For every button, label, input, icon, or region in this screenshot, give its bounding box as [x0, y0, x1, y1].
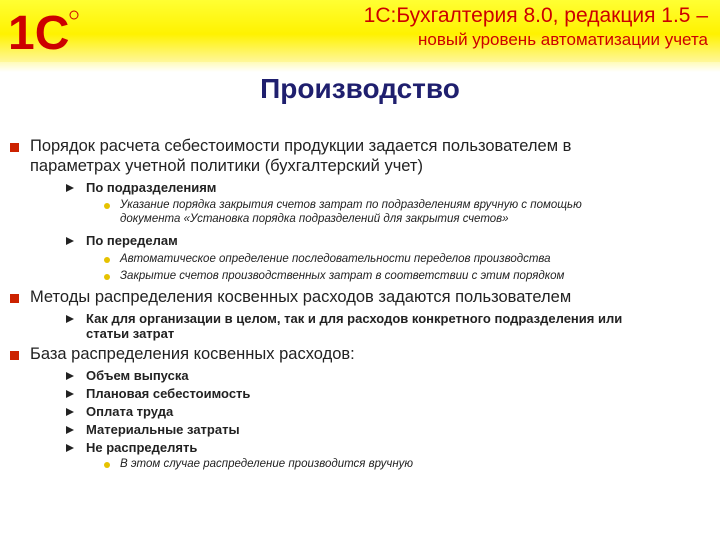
- bullet-arrow-icon: [66, 372, 74, 380]
- bullet-dot-icon: [104, 203, 110, 209]
- note-departments-line2: документа «Установка порядка подразделений для закрытия счетов»: [120, 213, 509, 225]
- sub-item-scope-line1: Как для организации в целом, так и для расходов конкретного подразделения или: [86, 311, 623, 326]
- note-departments-line1: Указание порядка закрытия счетов затрат по подразделениям вручную с помощью: [120, 199, 582, 211]
- bullet-arrow-icon: [66, 184, 74, 192]
- bullet-arrow-icon: [66, 237, 74, 245]
- point-1-line1: Порядок расчета себестоимости продукции задается пользователем в: [30, 137, 572, 155]
- header-title-line1: 1С:Бухгалтерия 8.0, редакция 1.5 –: [363, 4, 708, 27]
- bullet-arrow-icon: [66, 315, 74, 323]
- note-manual: В этом случае распределение производится вручную: [120, 458, 414, 470]
- sub-item-departments: По подразделениям: [86, 180, 217, 195]
- bullet-dot-icon: [104, 257, 110, 263]
- base-item-none: Не распределять: [86, 440, 198, 455]
- base-item-planned-cost: Плановая себестоимость: [86, 386, 251, 401]
- svg-text:1С: 1С: [8, 7, 70, 55]
- bullet-dot-icon: [104, 274, 110, 280]
- bullet-arrow-icon: [66, 444, 74, 452]
- point-1-line2: параметрах учетной политики (бухгалтерский учет): [30, 157, 423, 175]
- slide-title: Производство: [260, 73, 460, 104]
- header-title-line2: новый уровень автоматизации учета: [417, 30, 708, 49]
- sub-item-scope-line2: статьи затрат: [86, 326, 175, 341]
- bullet-square-icon: [10, 143, 19, 152]
- note-stages-1: Автоматическое определение последовательности переделов производства: [120, 253, 551, 265]
- base-item-materials: Материальные затраты: [86, 422, 240, 437]
- base-item-output: Объем выпуска: [86, 368, 189, 383]
- bullet-square-icon: [10, 294, 19, 303]
- sub-item-stages: По переделам: [86, 233, 178, 248]
- bullet-arrow-icon: [66, 390, 74, 398]
- point-3-line1: База распределения косвенных расходов:: [30, 345, 355, 363]
- header-fade: [0, 62, 720, 72]
- note-stages-2: Закрытие счетов производственных затрат в соответствии с этим порядком: [120, 270, 565, 282]
- bullet-arrow-icon: [66, 426, 74, 434]
- point-2-line1: Методы распределения косвенных расходов задаются пользователем: [30, 288, 572, 306]
- bullet-dot-icon: [104, 462, 110, 468]
- base-item-labor: Оплата труда: [86, 404, 174, 419]
- 1c-logo: [8, 5, 100, 55]
- bullet-arrow-icon: [66, 408, 74, 416]
- bullet-square-icon: [10, 351, 19, 360]
